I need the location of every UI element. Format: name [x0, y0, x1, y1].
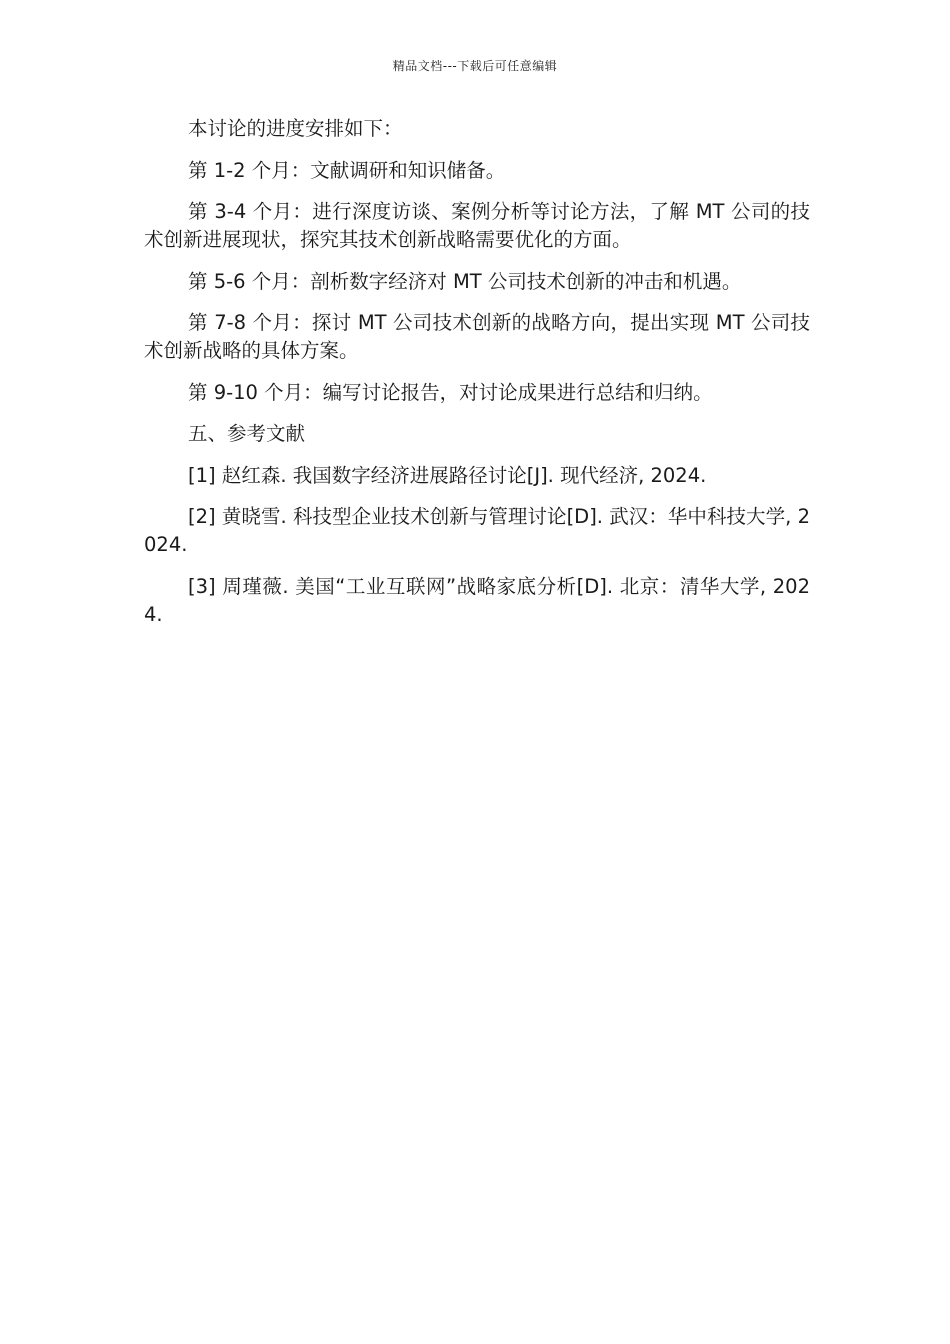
schedule-intro: 本讨论的进度安排如下： — [188, 117, 403, 140]
schedule-item-months-7-8: 第 7-8 个月：探讨 MT 公司技术创新的战略方向，提出实现 MT 公司技术创新战略的具体方案。 — [144, 311, 810, 362]
section-heading-references: 五、参考文献 — [188, 422, 306, 445]
schedule-item-months-3-4: 第 3-4 个月：进行深度访谈、案例分析等讨论方法，了解 MT 公司的技术创新进展现状，探究其技术创新战略需要优化的方面。 — [144, 200, 810, 251]
schedule-item-months-1-2: 第 1-2 个月：文献调研和知识储备。 — [188, 158, 506, 182]
page-header: 精品文档---下载后可任意编辑 — [392, 59, 558, 73]
document-body — [144, 115, 810, 642]
reference-item-1: [1] 赵红森. 我国数字经济进展路径讨论[J]. 现代经济, 2024. — [188, 463, 707, 487]
schedule-item-months-5-6: 第 5-6 个月：剖析数字经济对 MT 公司技术创新的冲击和机遇。 — [188, 269, 742, 293]
reference-item-2: [2] 黄晓雪. 科技型企业技术创新与管理讨论[D]. 武汉：华中科技大学, 2024. — [144, 505, 810, 556]
schedule-item-months-9-10: 第 9-10 个月：编写讨论报告，对讨论成果进行总结和归纳。 — [188, 380, 713, 404]
reference-item-3: [3] 周瑾薇. 美国“工业互联网”战略家底分析[D]. 北京：清华大学, 2024. — [144, 574, 810, 626]
